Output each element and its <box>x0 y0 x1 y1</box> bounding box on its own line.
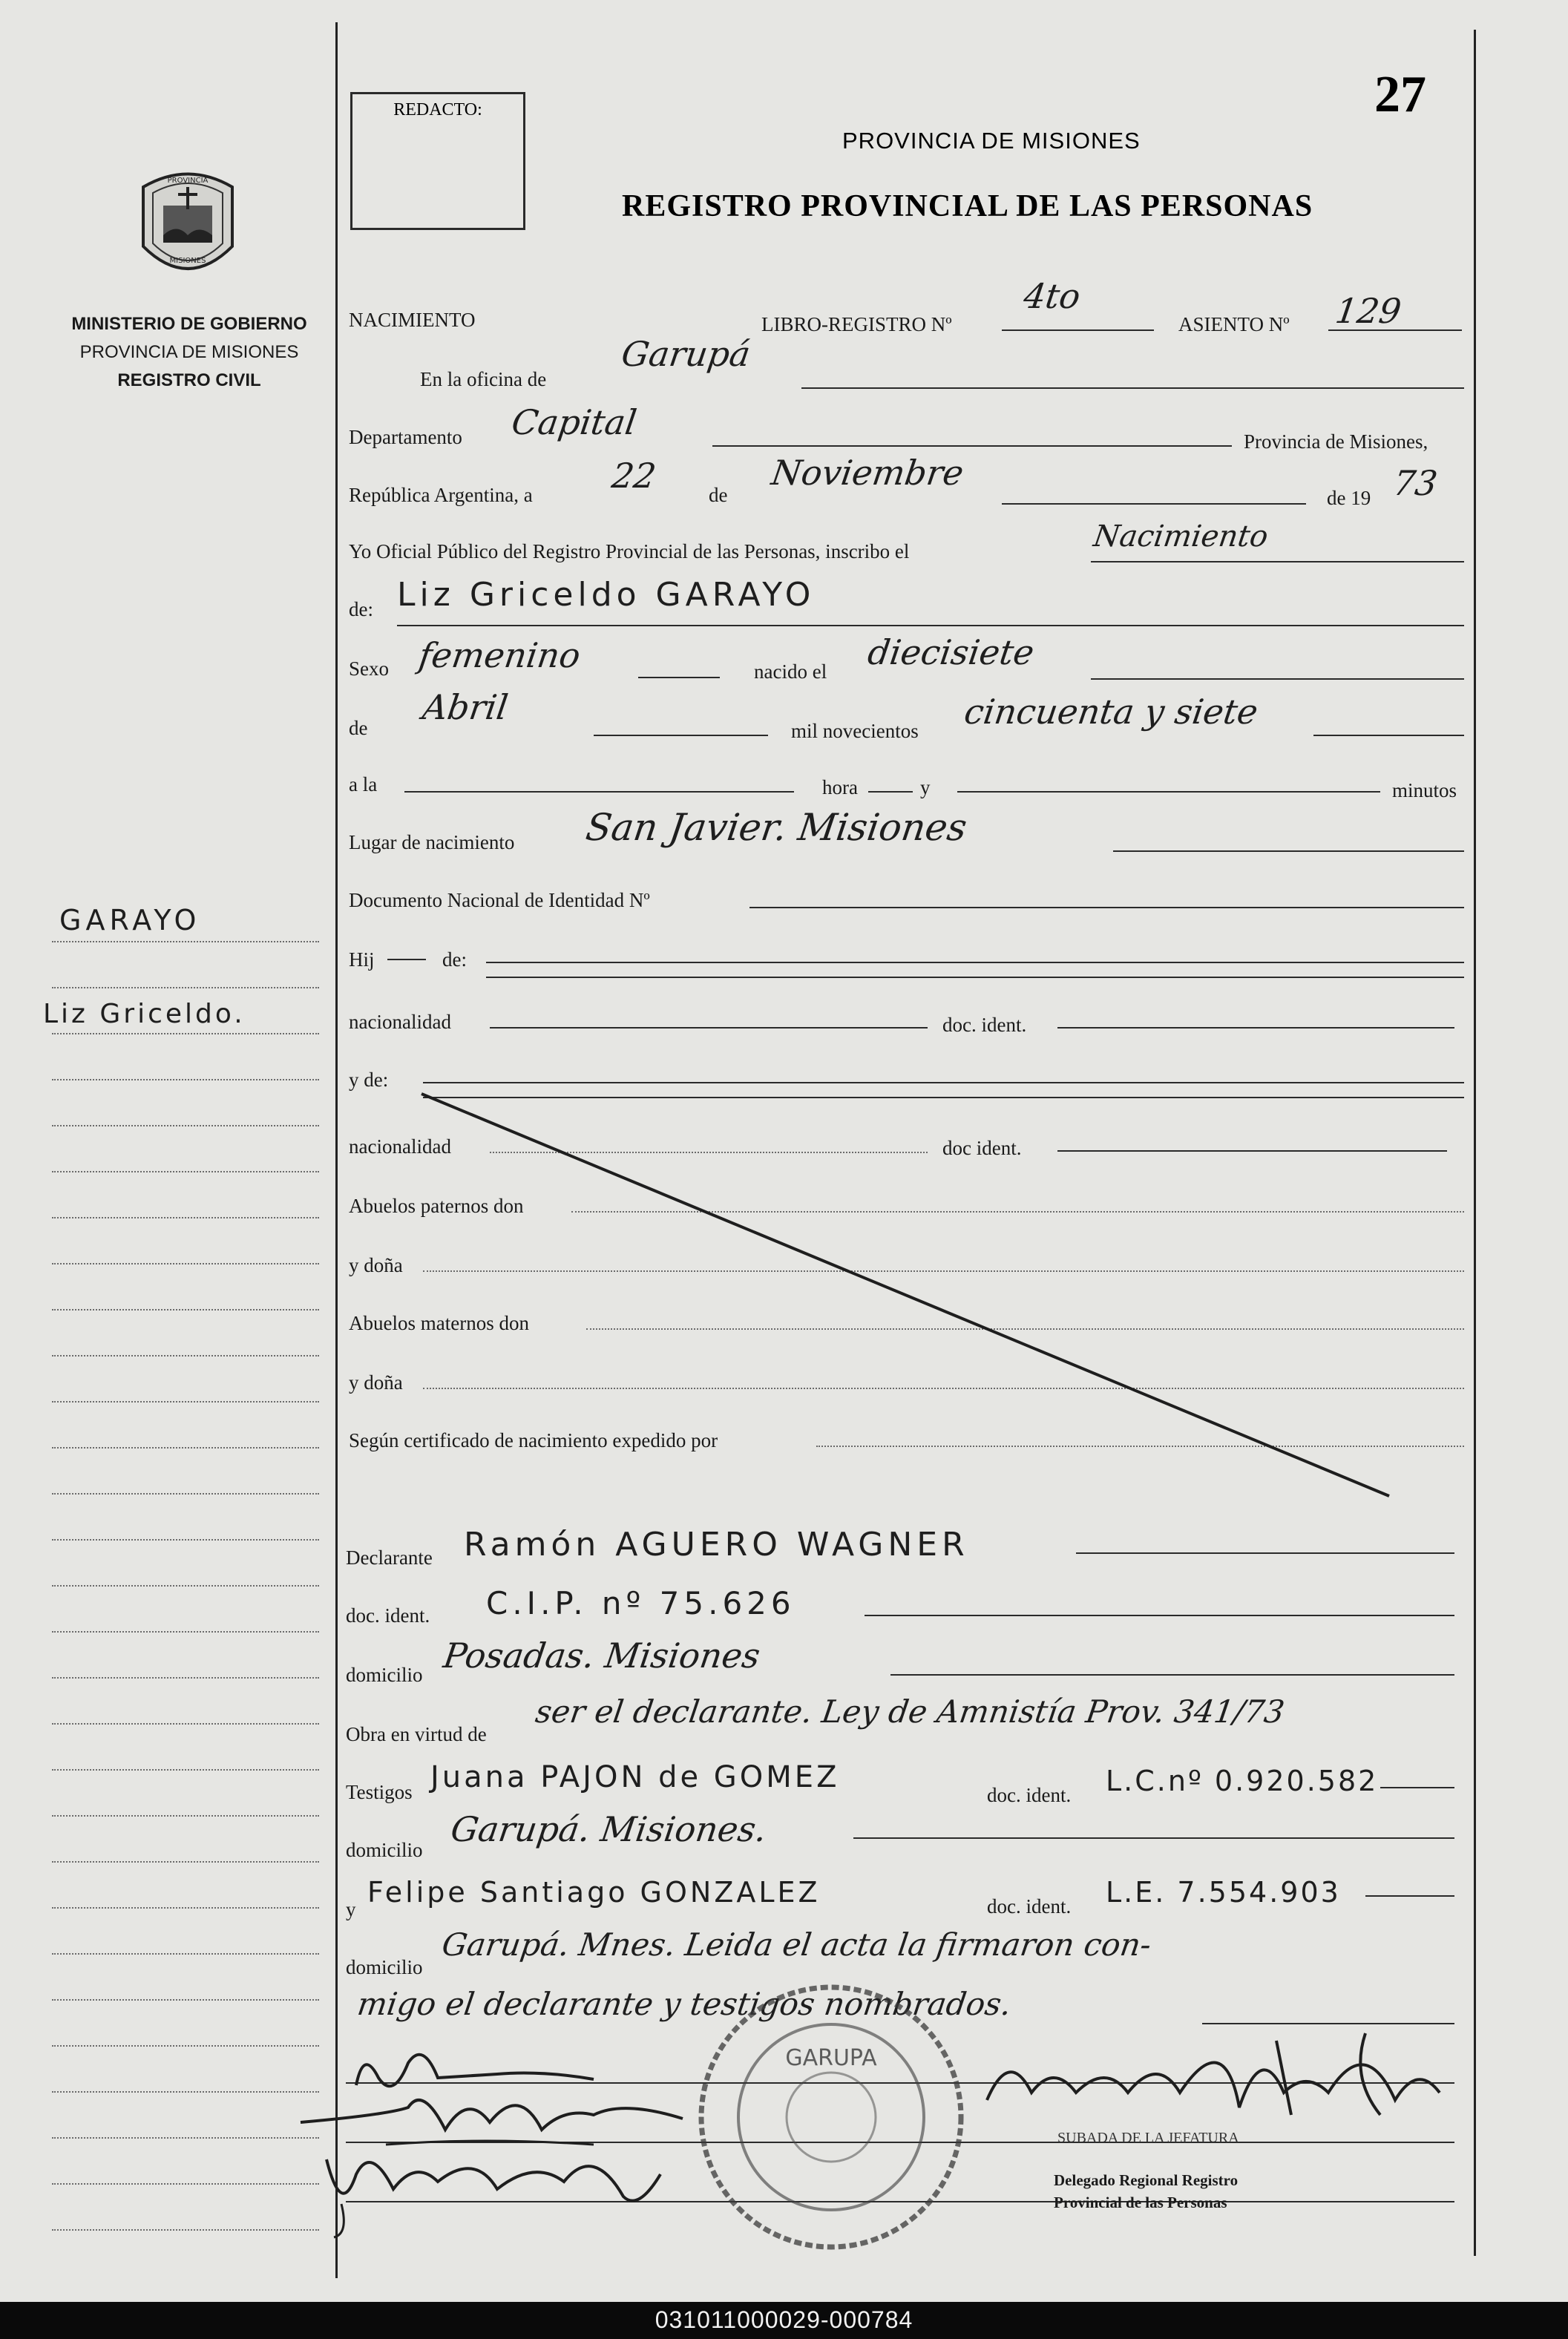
label-docident-1: doc. ident. <box>942 1014 1027 1036</box>
domicilio2-line <box>853 1837 1454 1839</box>
label-abuelos-paternos: Abuelos paternos don <box>349 1195 524 1217</box>
libro-number: 4to <box>1021 276 1083 316</box>
official-title-3: Provincial de las Personas <box>1054 2194 1227 2211</box>
margin-given-names: Liz Griceldo. <box>43 999 246 1029</box>
registered-name: Liz Griceldo GARAYO <box>397 576 816 614</box>
testigo2-name: Felipe Santiago GONZALEZ <box>367 1876 821 1909</box>
label-segun: Según certificado de nacimiento expedido por <box>349 1429 718 1451</box>
page-number: 27 <box>1374 66 1426 123</box>
obra-value: ser el declarante. Ley de Amnistía Prov. 341/73 <box>533 1693 1287 1730</box>
closing-line-1: Garupá. Mnes. Leida el acta la firmaron con- <box>439 1926 1154 1963</box>
stamp-text: GARUPA <box>785 2045 877 2071</box>
domicilio1-line <box>890 1674 1454 1676</box>
nacido-anio: cincuenta y siete <box>962 692 1261 732</box>
label-domicilio-3: domicilio <box>346 1956 423 1978</box>
label-hij: Hij <box>349 948 375 971</box>
testigo2-doc: L.E. 7.554.903 <box>1106 1876 1341 1909</box>
ministry-province: PROVINCIA DE MISIONES <box>79 342 299 362</box>
official-signature <box>980 2018 1454 2137</box>
official-title-1: SUBADA DE LA JEFATURA <box>1057 2130 1239 2146</box>
testigo1-domicilio: Garupá. Misiones. <box>448 1809 770 1849</box>
date-day: 22 <box>609 456 659 496</box>
label-docident-2: doc ident. <box>942 1137 1022 1159</box>
label-domicilio-2: domicilio <box>346 1839 423 1861</box>
testigo1-doc: L.C.nº 0.920.582 <box>1106 1765 1379 1797</box>
sexo-value: femenino <box>416 635 583 675</box>
label-docident-4: doc. ident. <box>987 1784 1072 1806</box>
label-hij-de: de: <box>442 948 467 971</box>
label-nacionalidad-1: nacionalidad <box>349 1011 451 1033</box>
label-docident-3: doc. ident. <box>346 1604 430 1627</box>
label-docident-5: doc. ident. <box>987 1895 1072 1918</box>
label-republica: República Argentina, a <box>349 484 533 506</box>
label-domicilio-1: domicilio <box>346 1664 423 1686</box>
nacido-mes: Abril <box>420 687 511 727</box>
asiento-number: 129 <box>1333 291 1404 331</box>
label-minutos: minutos <box>1392 779 1457 801</box>
label-obra: Obra en virtud de <box>346 1723 487 1745</box>
label-de-nombre: de: <box>349 598 373 620</box>
label-nacionalidad-2: nacionalidad <box>349 1135 451 1158</box>
declarante-domicilio: Posadas. Misiones <box>441 1636 763 1676</box>
ministry-registry: REGISTRO CIVIL <box>117 370 261 390</box>
label-nacimiento: NACIMIENTO <box>349 309 476 331</box>
label-oficial: Yo Oficial Público del Registro Provincial de las Personas, inscribo el <box>349 540 910 562</box>
oficina-value: Garupá <box>619 334 753 374</box>
label-lugar: Lugar de nacimiento <box>349 831 515 853</box>
redacto-label: REDACTO: <box>393 100 482 119</box>
declarante-doc: C.I.P. nº 75.626 <box>486 1585 796 1621</box>
official-title-2: Delegado Regional Registro <box>1054 2171 1239 2189</box>
declarante-value: Ramón AGUERO WAGNER <box>464 1526 969 1564</box>
label-hora: hora <box>822 776 858 798</box>
label-oficina: En la oficina de <box>420 368 547 390</box>
date-month: Noviembre <box>769 453 966 493</box>
province-heading: PROVINCIA DE MISIONES <box>842 128 1141 154</box>
label-testigos: Testigos <box>346 1781 413 1803</box>
docident3-line <box>865 1615 1454 1616</box>
departamento-value: Capital <box>509 402 640 442</box>
label-asiento: ASIENTO Nº <box>1178 313 1290 335</box>
label-y-testigo: y <box>346 1898 356 1920</box>
label-provincia: Provincia de Misiones, <box>1244 430 1428 453</box>
label-a-la: a la <box>349 773 378 795</box>
testigo2-line <box>1365 1895 1454 1897</box>
seal-text-top: PROVINCIA <box>167 177 209 185</box>
testigo1-signature <box>312 2130 698 2241</box>
label-libro: LIBRO-REGISTRO Nº <box>761 313 952 335</box>
closing-line-2: migo el declarante y testigos nombrados. <box>355 1986 1014 2022</box>
document-reference: 031011000029-000784 <box>655 2306 913 2333</box>
registry-heading: REGISTRO PROVINCIAL DE LAS PERSONAS <box>622 189 1313 223</box>
label-de-anio: de 19 <box>1327 487 1371 509</box>
label-sexo: Sexo <box>349 657 389 680</box>
label-y-dona-1: y doña <box>349 1254 403 1276</box>
label-dni: Documento Nacional de Identidad Nº <box>349 889 650 911</box>
label-de-mes: de <box>709 484 728 506</box>
margin-surname: GARAYO <box>59 904 201 936</box>
label-abuelos-maternos: Abuelos maternos don <box>349 1312 529 1334</box>
declarante-line <box>1076 1552 1454 1554</box>
label-y-dona-2: y doña <box>349 1371 403 1394</box>
label-mil: mil novecientos <box>791 720 919 742</box>
label-de-mes-nac: de <box>349 717 368 739</box>
nacido-dia: diecisiete <box>865 632 1037 672</box>
inscribo-value: Nacimiento <box>1091 519 1270 554</box>
label-departamento: Departamento <box>349 426 462 448</box>
testigo1-line <box>1380 1787 1454 1788</box>
date-year: 73 <box>1391 463 1440 503</box>
label-declarante: Declarante <box>346 1546 433 1569</box>
registry-stamp-icon <box>694 1980 968 2254</box>
testigo1-name: Juana PAJON de GOMEZ <box>430 1760 840 1794</box>
label-y-de: y de: <box>349 1069 389 1091</box>
seal-text-bottom: MISIONES <box>169 257 206 265</box>
lugar-value: San Javier. Misiones <box>583 806 970 849</box>
label-y: y <box>920 776 931 798</box>
ministry-line: MINISTERIO DE GOBIERNO <box>71 314 307 334</box>
label-nacido: nacido el <box>754 660 827 683</box>
